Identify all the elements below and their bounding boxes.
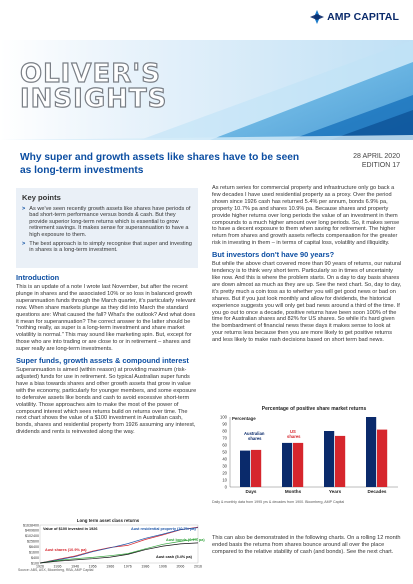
- x-tick-label: 1926: [36, 564, 44, 569]
- bar: [324, 431, 334, 487]
- y-tick-label: $1638400: [23, 523, 39, 528]
- chart-title: Long term asset class returns: [76, 518, 140, 523]
- y-tick-label: 40: [222, 456, 227, 462]
- y-tick-label: 20: [222, 470, 227, 476]
- right-column: [212, 185, 402, 347]
- bar: [282, 443, 292, 487]
- bar: [240, 451, 250, 487]
- chart-source: Daily & monthly data from 1995 yrs & decades from 1900. Bloomberg, AMP Capital: [212, 500, 345, 504]
- key-point-item: [22, 206, 192, 238]
- series-label: Aust bonds (6.9% pa): [166, 538, 205, 542]
- chart-source: Source: ABS, ASX, Bloomberg, RBA, AMP Capital: [18, 568, 94, 572]
- x-tick-label: 1936: [53, 564, 62, 569]
- y-tick-label: $409600: [25, 528, 39, 533]
- y-tick-label: 0: [224, 484, 227, 490]
- right-paragraph-2: But while the above chart covered more than 90 years of returns, our natural tendency is to think very short term. Particularly so in times of uncertainty like now. And this is where the problem starts. On a day to day basis shares are down almost as much as they are up. See the next chart. So, day to day, it's pretty much a coin toss as to whether you will get good news or bad on shares. But if you just look monthly and allow for dividends, the historical experience suggests you will only get bad news around a third of the time. If you go out to once a decade, positive returns have been soon 100% of the time for Australian shares and 82% for US shares. So while it's hard given the bombardment of financial news these days it makes sense to look at your returns less because then you are more likely to get positive returns and less likely to make rash decisions based on short term bad news.: [212, 261, 402, 344]
- bullet-arrow-icon: >: [22, 206, 26, 212]
- y-tick-label: 50: [222, 449, 227, 455]
- right-column-footer: [212, 535, 402, 559]
- key-point-text: As we've seen recently growth assets like shares have periods of bad short-term performance versus bonds & cash. But they provide superior long-term returns which is essential to grow retirement savings. It makes sense for superannuation to have a high exposure to them.: [29, 206, 191, 238]
- key-point-item: [22, 241, 192, 254]
- y-tick-label: 30: [222, 463, 227, 469]
- x-tick-label: Days: [245, 489, 257, 494]
- bar: [335, 436, 345, 487]
- key-points-box: [16, 188, 198, 268]
- x-tick-label: 1956: [88, 564, 97, 569]
- intro-text: This is an update of a note I wrote last November, but after the recent plunge in shares and the associated 10% or so loss in balanced growth superannuation funds through the March quarter, it's particularly relevant now. When share markets plunge as they did into March the standard questions are: What caused the fall? What's the outlook? And what does it mean for superannuation? The correct answer to the latter should be "nothing really, as super is a long-term investment and share market volatility is normal." This may sound like marketing spin. But, except for those who are into trading or are close to or in retirement – shares and super really are long-term investments.: [16, 284, 196, 353]
- hero-line-1: OLIVER'S: [20, 59, 161, 89]
- hero-line-2: INSIGHTS: [20, 84, 168, 114]
- y-tick-label: $400: [31, 555, 39, 560]
- bar-chart-svg: [212, 405, 402, 505]
- y-tick-label: $25600: [27, 539, 39, 544]
- x-tick-label: 1996: [158, 564, 167, 569]
- x-tick-label: 1966: [106, 564, 115, 569]
- intro-heading: Introduction: [16, 273, 60, 282]
- y-tick-label: 90: [222, 421, 227, 427]
- hero-banner: [0, 40, 413, 140]
- series-label: Australian: [244, 431, 265, 437]
- y-axis-label: Percentage: [232, 416, 256, 421]
- key-points-title: Key points: [22, 193, 61, 202]
- key-point-text: The best approach is to simply recognise that super and investing in shares is a long-term investment.: [29, 241, 192, 254]
- hero-title: [20, 59, 168, 114]
- y-tick-label: $102400: [25, 534, 39, 539]
- y-tick-label: 10: [222, 477, 227, 483]
- y-tick-label: $6400: [29, 545, 39, 550]
- x-tick-label: Months: [284, 489, 302, 494]
- article-date-block: [353, 152, 400, 170]
- left-column: [16, 270, 198, 439]
- amp-logo-icon: [310, 10, 324, 24]
- x-tick-label: 1976: [123, 564, 132, 569]
- brand-name: AMP CAPITAL: [327, 11, 399, 23]
- y-tick-label: 100: [220, 414, 227, 420]
- positive-returns-chart: [212, 405, 402, 505]
- y-tick-label: $100: [31, 561, 39, 566]
- line-chart-svg: [16, 518, 205, 572]
- amp-capital-logo: [310, 10, 399, 24]
- bar: [251, 450, 261, 487]
- article-edition: EDITION 17: [361, 162, 400, 169]
- x-tick-label: 2006: [176, 564, 185, 569]
- x-tick-label: 1946: [71, 564, 80, 569]
- bar: [366, 417, 376, 487]
- chart-annotation: Value of $100 invested in 1926: [43, 527, 98, 531]
- article-title: Why super and growth assets like shares have to be seen as long-term investments: [20, 152, 300, 176]
- series-label: shares: [287, 434, 301, 440]
- growth-text: Superannuation is aimed (within reason) at providing maximum (risk-adjusted) funds for use in retirement. So typical Australian super funds have a bias towards shares and other growth assets that grow in value with the economy, particularly for younger members, and some exposure to defensive assets like bonds and cash to avoid excessive short-term volatility. Those approaches aim to make the most of the power of compound interest which sees returns build on returns over time. The next chart shows the value of a $100 investment in Australian cash, bonds, shares and residential property from 1926 assuming any interest, dividends and rents is reinvested along the way.: [16, 367, 197, 436]
- y-tick-label: 80: [222, 428, 227, 434]
- x-tick-label: 1986: [141, 564, 150, 569]
- long-term-returns-chart: [16, 518, 205, 572]
- series-label: Aust cash (5.4% pa): [156, 555, 192, 559]
- series-label: Aust shares (10.9% pa): [45, 548, 87, 552]
- bar: [293, 443, 303, 487]
- y-tick-label: $1600: [29, 550, 39, 555]
- growth-heading: Super funds, growth assets & compound interest: [16, 356, 189, 366]
- series-label: Aust residential property (10.7% pa): [131, 527, 196, 531]
- x-tick-label: 2016: [194, 564, 202, 569]
- chart-title: Percentage of positive share market returns: [261, 406, 367, 412]
- right-paragraph-1: As return series for commercial property and infrastructure only go back a few decades I have used residential property as a proxy. Over the period shown since 1926 cash has returned 5.4% per annum, bonds 6.9% pa, property 10.7% pa and shares 10.9% pa. Because shares and property provide higher returns over long periods the value of an investment in them compounds to a much higher amount over long periods. So, it makes sense to have a decent exposure to them when saving for retirement. The higher return from shares and growth assets reflects compensation for the greater risk in investing in them – in terms of capital loss, volatility and illiquidity.: [212, 185, 400, 247]
- y-tick-label: 70: [222, 435, 227, 441]
- bullet-arrow-icon: >: [22, 241, 26, 248]
- article-date: 28 APRIL 2020: [353, 153, 400, 160]
- investors-heading: But investors don't have 90 years?: [212, 250, 335, 260]
- series-label: shares: [248, 436, 262, 442]
- series-label: US: [290, 429, 296, 435]
- y-tick-label: 60: [222, 442, 227, 448]
- x-tick-label: Decades: [367, 489, 387, 494]
- right-paragraph-3: This can also be demonstrated in the following charts. On a rolling 12 month ended basis the returns from shares bounce around all over the place compared to the relative stability of cash (and bonds). See the next chart.: [212, 535, 401, 555]
- x-tick-label: Years: [328, 489, 342, 494]
- bar: [377, 430, 387, 487]
